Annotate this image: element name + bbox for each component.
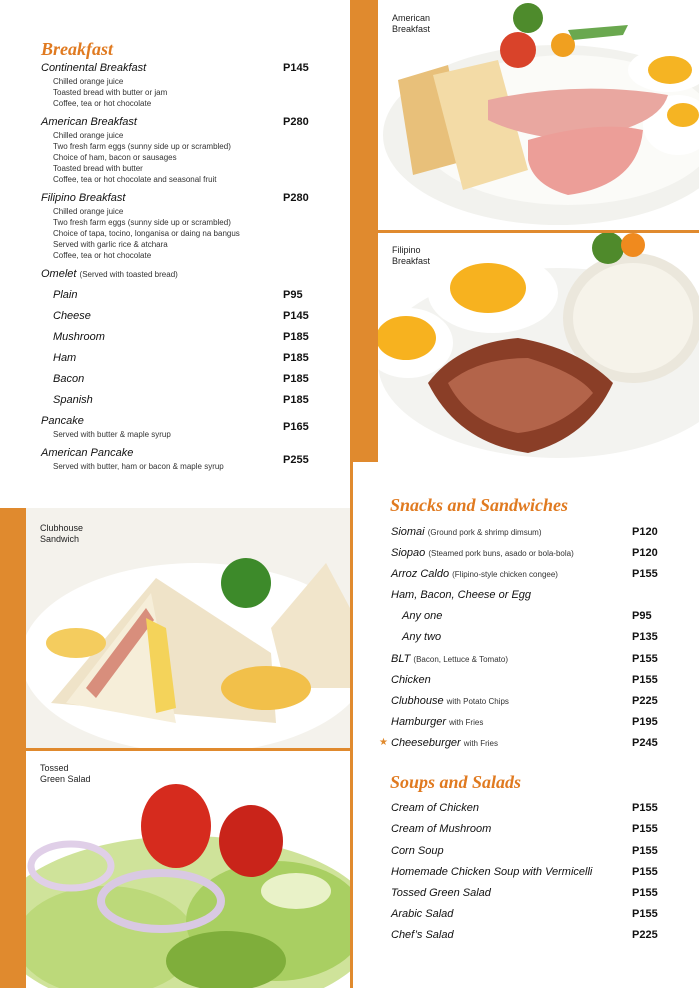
snack-hamburger-price: P195 <box>632 716 658 728</box>
snack-chicken: Chicken <box>391 674 431 686</box>
continental-breakfast-name: Continental Breakfast <box>41 62 147 74</box>
american-pancake-name: American Pancake <box>41 447 134 459</box>
orange-bar-left <box>0 508 26 988</box>
american-breakfast-desc: Chilled orange juice Two fresh farm eggs (sunny side up or scrambled) Choice of ham, bacon or sausages Toasted bread with butter Coffee, tea or hot chocolate and seasonal fruit <box>53 131 231 184</box>
filipino-breakfast-name: Filipino Breakfast <box>41 192 126 204</box>
filipino-breakfast-photo <box>378 233 699 462</box>
salad-tossed-green: Tossed Green Salad <box>391 887 491 899</box>
omelet-option-bacon-price: P185 <box>283 373 309 385</box>
omelet-name: Omelet (Served with toasted bread) <box>41 268 178 280</box>
omelet-option-mushroom-price: P185 <box>283 331 309 343</box>
snack-any-one: Any one <box>402 610 443 622</box>
snack-any-two: Any two <box>402 631 442 643</box>
omelet-option-cheese: Cheese <box>53 310 91 322</box>
pancake-name: Pancake <box>41 415 84 427</box>
soup-corn-price: P155 <box>632 845 658 857</box>
continental-breakfast-price: P145 <box>283 62 309 74</box>
snack-clubhouse: Clubhouse with Potato Chips <box>391 695 509 707</box>
salad-chefs: Chef’s Salad <box>391 929 454 941</box>
snack-siopao: Siopao (Steamed pork buns, asado or bola-bola) <box>391 547 574 559</box>
snacks-heading: Snacks and Sandwiches <box>390 495 569 515</box>
soup-cream-of-mushroom: Cream of Mushroom <box>391 823 492 835</box>
omelet-option-plain: Plain <box>53 289 78 301</box>
american-breakfast-name: American Breakfast <box>41 116 137 128</box>
snack-clubhouse-price: P225 <box>632 695 658 707</box>
pancake-desc: Served with butter & maple syrup <box>53 430 171 439</box>
soup-chicken-vermicelli-price: P155 <box>632 866 658 878</box>
snack-hamburger: Hamburger with Fries <box>391 716 484 728</box>
snack-cheeseburger: Cheeseburger with Fries <box>391 737 499 749</box>
salad-chefs-price: P225 <box>632 929 658 941</box>
american-pancake-desc: Served with butter, ham or bacon & maple syrup <box>53 462 224 471</box>
american-pancake-price: P255 <box>283 454 309 466</box>
soup-cream-of-chicken-price: P155 <box>632 802 658 814</box>
american-breakfast-price: P280 <box>283 116 309 128</box>
snack-arroz-caldo: Arroz Caldo (Flipino-style chicken congee) <box>391 568 558 580</box>
soup-corn: Corn Soup <box>391 845 444 857</box>
omelet-option-cheese-price: P145 <box>283 310 309 322</box>
snack-siomai-price: P120 <box>632 526 658 538</box>
soups-heading: Soups and Salads <box>390 772 522 792</box>
omelet-option-ham: Ham <box>53 352 77 364</box>
star-icon: ★ <box>379 737 388 748</box>
soup-cream-of-mushroom-price: P155 <box>632 823 658 835</box>
american-breakfast-caption: American Breakfast <box>392 13 431 34</box>
omelet-option-bacon: Bacon <box>53 373 85 385</box>
tossed-green-salad-photo <box>26 751 350 988</box>
omelet-option-spanish-price: P185 <box>283 394 309 406</box>
salad-arabic-price: P155 <box>632 908 658 920</box>
orange-bar-bottom-divider <box>350 462 353 988</box>
salad-arabic: Arabic Salad <box>391 908 454 920</box>
snack-siopao-price: P120 <box>632 547 658 559</box>
snack-any-one-price: P95 <box>632 610 652 622</box>
clubhouse-sandwich-caption: Clubhouse Sandwich <box>40 523 84 544</box>
snack-ham-bacon-cheese-egg: Ham, Bacon, Cheese or Egg <box>391 589 532 601</box>
omelet-option-plain-price: P95 <box>283 289 303 301</box>
filipino-breakfast-price: P280 <box>283 192 309 204</box>
salad-tossed-green-price: P155 <box>632 887 658 899</box>
snack-blt: BLT (Bacon, Lettuce & Tomato) <box>391 653 508 665</box>
snack-siomai: Siomai (Ground pork & shrimp dimsum) <box>391 526 542 538</box>
pancake-price: P165 <box>283 421 309 433</box>
snack-arroz-caldo-price: P155 <box>632 568 658 580</box>
tossed-green-salad-caption: Tossed Green Salad <box>40 763 91 784</box>
soup-cream-of-chicken: Cream of Chicken <box>391 802 480 814</box>
omelet-option-ham-price: P185 <box>283 352 309 364</box>
orange-bar-top-right <box>350 0 378 462</box>
snack-chicken-price: P155 <box>632 674 658 686</box>
breakfast-heading: Breakfast <box>41 39 113 59</box>
omelet-option-spanish: Spanish <box>53 394 93 406</box>
filipino-breakfast-desc: Chilled orange juice Two fresh farm eggs (sunny side up or scrambled) Choice of tapa, tocino, longanisa or daing na bangus Served with garlic rice & atchara Coffee, tea or hot chocolate <box>53 207 240 260</box>
snack-cheeseburger-price: P245 <box>632 737 658 749</box>
filipino-breakfast-caption: Filipino Breakfast <box>392 245 431 266</box>
continental-breakfast-desc: Chilled orange juice Toasted bread with butter or jam Coffee, tea or hot chocolate <box>53 77 168 108</box>
snack-any-two-price: P135 <box>632 631 658 643</box>
soup-chicken-vermicelli: Homemade Chicken Soup with Vermicelli <box>391 866 593 878</box>
omelet-option-mushroom: Mushroom <box>53 331 105 343</box>
snack-blt-price: P155 <box>632 653 658 665</box>
